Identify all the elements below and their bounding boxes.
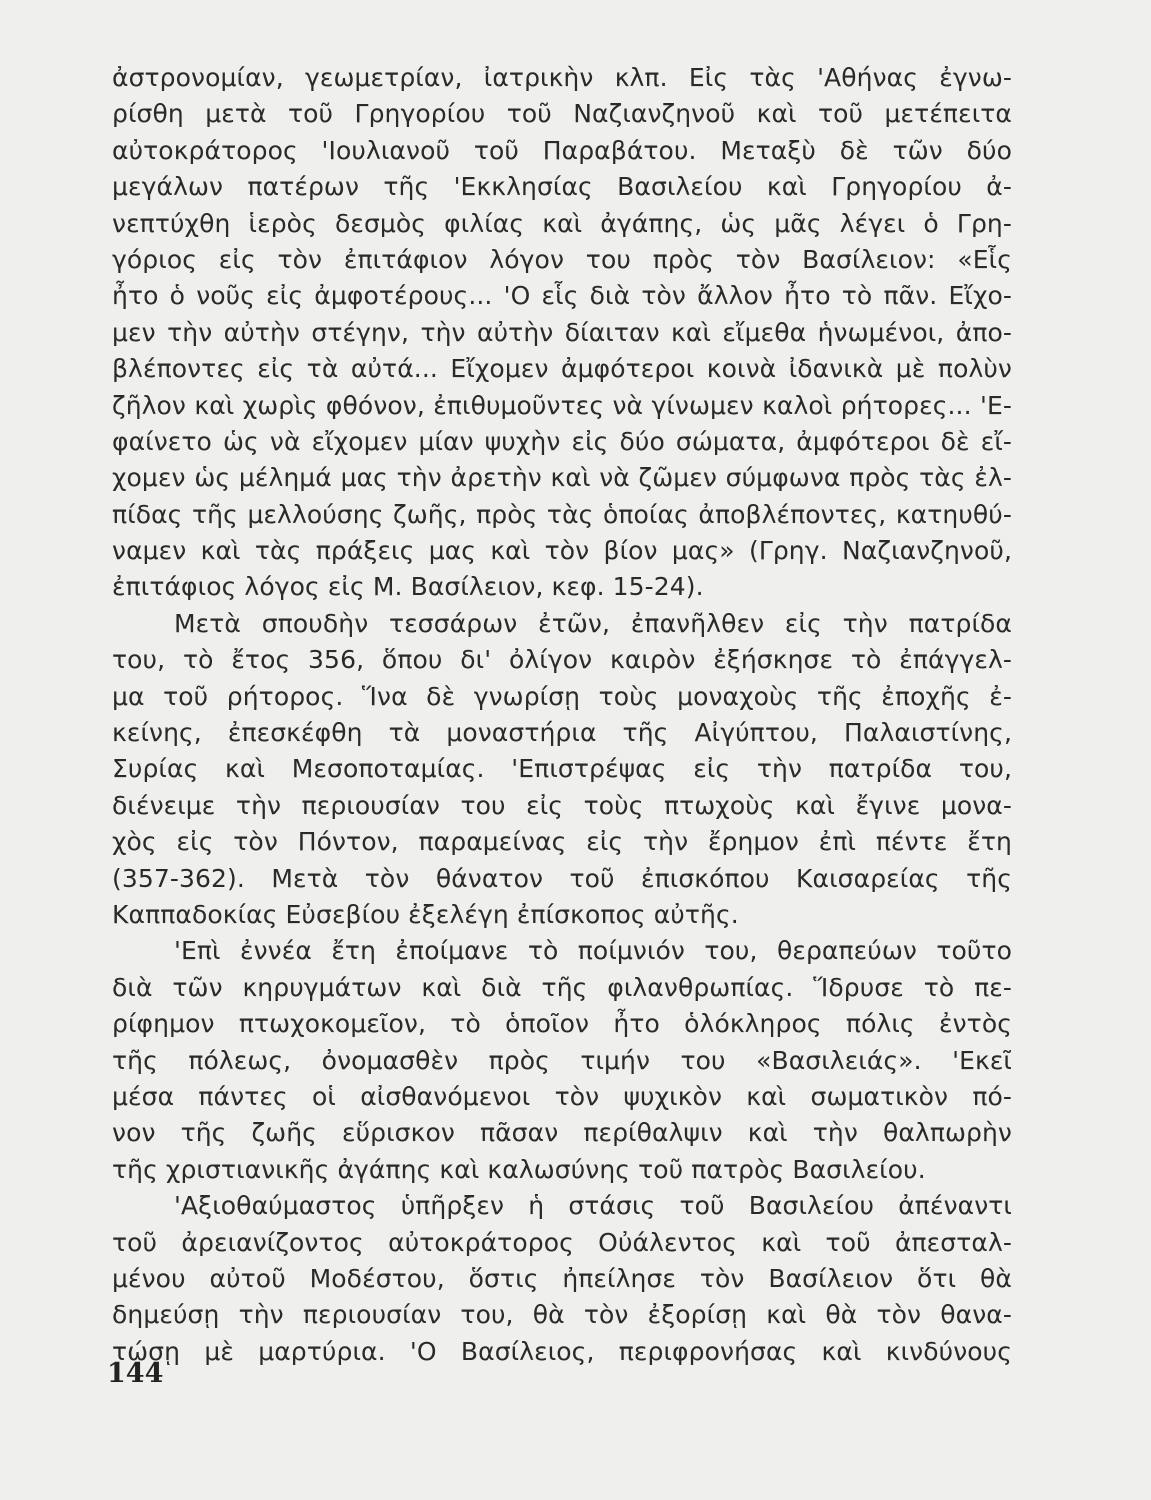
text-line: ναμεν καὶ τὰς πράξεις μας καὶ τὸν βίον μας» (Γρηγ. Ναζιανζηνοῦ, bbox=[112, 536, 1012, 566]
text-line: ρίσθη μετὰ τοῦ Γρηγορίου τοῦ Ναζιανζηνοῦ καὶ τοῦ μετέπειτα bbox=[112, 99, 1012, 129]
paragraph-start-line: 'Αξιοθαύμαστος ὑπῆρξεν ἡ στάσις τοῦ Βασιλείου ἀπέναντι bbox=[174, 1191, 1012, 1221]
text-line: (357-362). Μετὰ τὸν θάνατον τοῦ ἐπισκόπου Καισαρείας τῆς bbox=[112, 863, 1012, 893]
text-line: μεγάλων πατέρων τῆς 'Εκκλησίας Βασιλείου καὶ Γρηγορίου ἀ- bbox=[112, 172, 1012, 202]
text-line: μένου αὐτοῦ Μοδέστου, ὅστις ἠπείλησε τὸν Βασίλειον ὅτι θὰ bbox=[112, 1263, 1012, 1293]
text-line: χομεν ὡς μέλημά μας τὴν ἀρετὴν καὶ νὰ ζῶμεν σύμφωνα πρὸς τὰς ἐλ- bbox=[112, 463, 1012, 493]
text-line: βλέποντες εἰς τὰ αὐτά... Εἴχομεν ἀμφότεροι κοινὰ ἰδανικὰ μὲ πολὺν bbox=[112, 354, 1012, 384]
text-line: διὰ τῶν κηρυγμάτων καὶ διὰ τῆς φιλανθρωπίας. Ἵδρυσε τὸ πε- bbox=[112, 972, 1012, 1002]
text-line: ἐπιτάφιος λόγος εἰς Μ. Βασίλειον, κεφ. 15-24). bbox=[112, 572, 704, 602]
text-line: ρίφημον πτωχοκομεῖον, τὸ ὁποῖον ἦτο ὁλόκληρος πόλις ἐντὸς bbox=[112, 1009, 1012, 1039]
paragraph-start-line: 'Επὶ ἐννέα ἔτη ἐποίμανε τὸ ποίμνιόν του, θεραπεύων τοῦτο bbox=[174, 936, 1012, 966]
page-number: 144 bbox=[107, 1358, 164, 1389]
text-line: πίδας τῆς μελλούσης ζωῆς, πρὸς τὰς ὁποίας ἀποβλέποντες, κατηυθύ- bbox=[112, 499, 1012, 529]
text-line: τοῦ ἀρειανίζοντος αὐτοκράτορος Οὐάλεντος καὶ τοῦ ἀπεσταλ- bbox=[112, 1227, 1012, 1257]
text-line: μεν τὴν αὐτὴν στέγην, τὴν αὐτὴν δίαιταν καὶ εἴμεθα ἡνωμένοι, ἀπο- bbox=[112, 317, 1012, 347]
text-line: γόριος εἰς τὸν ἐπιτάφιον λόγον του πρὸς τὸν Βασίλειον: «Εἷς bbox=[112, 244, 1012, 274]
text-line: νεπτύχθη ἱερὸς δεσμὸς φιλίας καὶ ἀγάπης, ὡς μᾶς λέγει ὁ Γρη- bbox=[112, 208, 1012, 238]
text-line: του, τὸ ἔτος 356, ὅπου δι' ὀλίγον καιρὸν ἐξήσκησε τὸ ἐπάγγελ- bbox=[112, 645, 1012, 675]
text-line: χὸς εἰς τὸν Πόντον, παραμείνας εἰς τὴν ἔρημον ἐπὶ πέντε ἔτη bbox=[112, 827, 1012, 857]
text-line: τῆς πόλεως, ὀνομασθὲν πρὸς τιμήν του «Βασιλειάς». 'Εκεῖ bbox=[112, 1045, 1012, 1075]
text-line: Συρίας καὶ Μεσοποταμίας. 'Επιστρέψας εἰς τὴν πατρίδα του, bbox=[112, 754, 1012, 784]
text-line: τῆς χριστιανικῆς ἀγάπης καὶ καλωσύνης τοῦ πατρὸς Βασιλείου. bbox=[112, 1154, 926, 1184]
text-line: φαίνετο ὡς νὰ εἴχομεν μίαν ψυχὴν εἰς δύο σώματα, ἀμφότεροι δὲ εἴ- bbox=[112, 426, 1012, 456]
text-line: ζῆλον καὶ χωρὶς φθόνον, ἐπιθυμοῦντες νὰ γίνωμεν καλοὶ ρήτορες... 'Ε- bbox=[112, 390, 1012, 420]
text-line: ἀστρονομίαν, γεωμετρίαν, ἰατρικὴν κλπ. Εἰς τὰς 'Αθήνας ἐγνω- bbox=[112, 63, 1012, 92]
text-line: τώσῃ μὲ μαρτύρια. 'Ο Βασίλειος, περιφρονήσας καὶ κινδύνους bbox=[112, 1336, 1012, 1366]
text-line: κείνης, ἐπεσκέφθη τὰ μοναστήρια τῆς Αἰγύπτου, Παλαιστίνης, bbox=[112, 718, 1012, 748]
text-line: μέσα πάντες οἱ αἰσθανόμενοι τὸν ψυχικὸν καὶ σωματικὸν πό- bbox=[112, 1081, 1012, 1111]
text-line: δημεύσῃ τὴν περιουσίαν του, θὰ τὸν ἐξορίσῃ καὶ θὰ τὸν θανα- bbox=[112, 1300, 1012, 1330]
text-line: νον τῆς ζωῆς εὕρισκον πᾶσαν περίθαλψιν καὶ τὴν θαλπωρὴν bbox=[112, 1118, 1012, 1148]
body-text bbox=[112, 60, 1012, 1370]
text-line: ἦτο ὁ νοῦς εἰς ἀμφοτέρους... 'Ο εἷς διὰ τὸν ἄλλον ἦτο τὸ πᾶν. Εἴχο- bbox=[112, 281, 1012, 311]
paragraph-start-line: Μετὰ σπουδὴν τεσσάρων ἐτῶν, ἐπανῆλθεν εἰς τὴν πατρίδα bbox=[174, 608, 1012, 638]
text-line: αὐτοκράτορος 'Ιουλιανοῦ τοῦ Παραβάτου. Μεταξὺ δὲ τῶν δύο bbox=[112, 135, 1012, 165]
text-line: διένειμε τὴν περιουσίαν του εἰς τοὺς πτωχοὺς καὶ ἔγινε μονα- bbox=[112, 790, 1012, 820]
text-line: Καππαδοκίας Εὐσεβίου ἐξελέγη ἐπίσκοπος αὐτῆς. bbox=[112, 899, 739, 929]
text-line: μα τοῦ ρήτορος. Ἵνα δὲ γνωρίσῃ τοὺς μοναχοὺς τῆς ἐποχῆς ἐ- bbox=[112, 681, 1012, 711]
